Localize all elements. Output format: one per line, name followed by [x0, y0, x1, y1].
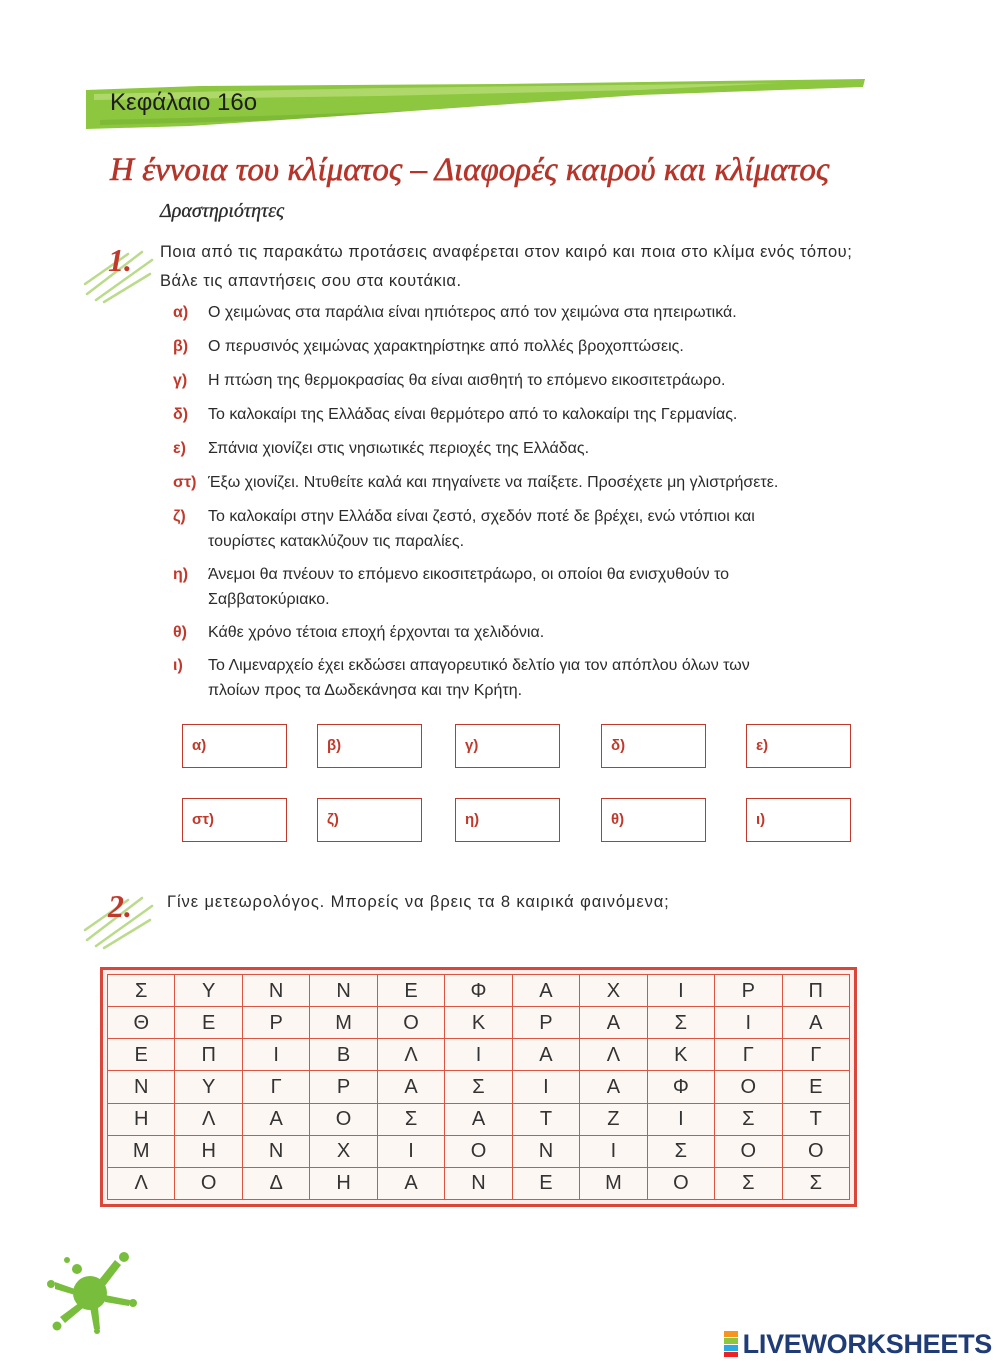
word-search-row [108, 1039, 850, 1071]
answer-box-gamma[interactable] [455, 724, 560, 768]
word-search-cell[interactable]: Γ [782, 1039, 849, 1071]
statement-text [208, 562, 729, 612]
word-search-cell[interactable]: Η [108, 1103, 175, 1135]
word-search-cell[interactable]: Χ [580, 975, 647, 1007]
word-search-cell[interactable]: Ι [715, 1007, 782, 1039]
statement-item-beta [173, 334, 684, 359]
word-search-cell[interactable]: Ζ [580, 1103, 647, 1135]
statement-text [208, 504, 755, 554]
word-search-cell[interactable]: Ο [377, 1007, 444, 1039]
statement-line: Ο περυσινός χειμώνας χαρακτηρίστηκε από πολλές βροχοπτώσεις. [208, 338, 684, 355]
word-search-row [108, 1007, 850, 1039]
word-search-cell[interactable]: Ρ [242, 1007, 309, 1039]
statement-text [208, 436, 589, 461]
logo-text: LIVEWORKSHEETS [742, 1329, 992, 1359]
word-search-cell[interactable]: Σ [377, 1103, 444, 1135]
liveworksheets-logo [722, 1329, 992, 1359]
word-search-cell[interactable]: Κ [647, 1039, 714, 1071]
word-search-cell[interactable]: Λ [108, 1167, 175, 1199]
answer-box-stigma[interactable] [182, 798, 287, 842]
statement-item-zeta [173, 504, 755, 554]
statement-text [208, 368, 725, 393]
word-search-cell[interactable]: Ν [445, 1167, 512, 1199]
word-search-cell[interactable]: Ε [175, 1007, 242, 1039]
statement-label: ζ) [173, 508, 186, 525]
word-search-cell[interactable]: Λ [377, 1039, 444, 1071]
answer-input-alpha[interactable] [221, 731, 281, 761]
word-search-cell[interactable]: Ο [715, 1071, 782, 1103]
word-search-cell[interactable]: Γ [715, 1039, 782, 1071]
statement-line: Το καλοκαίρι της Ελλάδας είναι θερμότερο από το καλοκαίρι της Γερμανίας. [208, 406, 738, 423]
prompt-line: Βάλε τις απαντήσεις σου στα κουτάκια. [160, 272, 462, 290]
statement-line: Κάθε χρόνο τέτοια εποχή έρχονται τα χελιδόνια. [208, 624, 545, 641]
word-search-row [108, 1071, 850, 1103]
word-search-cell[interactable]: Χ [310, 1135, 377, 1167]
answer-box-eta[interactable] [455, 798, 560, 842]
word-search-cell[interactable]: Ο [715, 1135, 782, 1167]
exercise-2-prompt: Γίνε μετεωρολόγος. Μπορείς να βρεις τα 8 καιρικά φαινόμενα; [167, 893, 670, 911]
answer-box-label: δ) [611, 737, 626, 754]
word-search-cell[interactable]: Ι [647, 975, 714, 1007]
statement-line: Το Λιμεναρχείο έχει εκδώσει απαγορευτικό δελτίο για τον απόπλου όλων των [208, 657, 750, 674]
word-search-cell[interactable]: Ε [512, 1167, 579, 1199]
word-search-cell[interactable]: Ν [512, 1135, 579, 1167]
word-search-cell[interactable]: Α [512, 975, 579, 1007]
statement-line: πλοίων προς τα Δωδεκάνησα και την Κρήτη. [208, 682, 523, 699]
answer-box-iota[interactable] [746, 798, 851, 842]
word-search-cell[interactable]: Α [782, 1007, 849, 1039]
statement-item-theta [173, 620, 544, 645]
statement-item-epsilon [173, 436, 589, 461]
logo-icon [722, 1330, 740, 1358]
word-search-cell[interactable]: Λ [580, 1039, 647, 1071]
statement-line: Σαββατοκύριακο. [208, 591, 330, 608]
exercise-1-prompt [160, 238, 852, 296]
statement-label: ι) [173, 657, 183, 674]
word-search-cell[interactable]: Ν [108, 1071, 175, 1103]
word-search-cell[interactable]: Ρ [715, 975, 782, 1007]
statement-item-iota [173, 653, 750, 703]
word-search-cell[interactable]: Κ [445, 1007, 512, 1039]
statement-line: Σπάνια χιονίζει στις νησιωτικές περιοχές της Ελλάδας. [208, 440, 590, 457]
word-search-cell[interactable]: Α [580, 1007, 647, 1039]
statement-item-stigma [173, 470, 778, 495]
word-search-table [107, 974, 850, 1200]
statement-item-delta [173, 402, 737, 427]
answer-input-eta[interactable] [494, 805, 554, 835]
statement-item-eta [173, 562, 729, 612]
statement-text [208, 334, 684, 359]
word-search-cell[interactable]: Η [310, 1167, 377, 1199]
word-search-cell[interactable]: Ρ [512, 1007, 579, 1039]
word-search-cell[interactable]: Σ [445, 1071, 512, 1103]
word-search-cell[interactable]: Σ [108, 975, 175, 1007]
word-search-cell[interactable]: Γ [242, 1071, 309, 1103]
word-search-cell[interactable]: Η [175, 1135, 242, 1167]
word-search-cell[interactable]: Ι [580, 1135, 647, 1167]
statement-label: στ) [173, 474, 197, 491]
answer-input-theta[interactable] [640, 805, 700, 835]
statement-text [208, 653, 750, 703]
word-search-cell[interactable]: Σ [715, 1167, 782, 1199]
answer-input-beta[interactable] [356, 731, 416, 761]
word-search-cell[interactable]: Υ [175, 975, 242, 1007]
answer-input-stigma[interactable] [221, 805, 281, 835]
statement-label: α) [173, 304, 189, 321]
word-search-cell[interactable]: Ε [108, 1039, 175, 1071]
exercise-number-2: 2. [108, 888, 132, 924]
word-search-cell[interactable]: Α [377, 1167, 444, 1199]
word-search-cell[interactable]: Ο [310, 1103, 377, 1135]
word-search-cell[interactable]: Σ [647, 1007, 714, 1039]
answer-box-beta[interactable] [317, 724, 422, 768]
word-search-cell[interactable]: Δ [242, 1167, 309, 1199]
page-title: Η έννοια του κλίματος – Διαφορές καιρού και κλίματος [110, 152, 830, 188]
word-search-cell[interactable]: Σ [715, 1103, 782, 1135]
answer-box-zeta[interactable] [317, 798, 422, 842]
word-search-cell[interactable]: Σ [782, 1167, 849, 1199]
word-search-cell[interactable]: Ι [242, 1039, 309, 1071]
answer-box-delta[interactable] [601, 724, 706, 768]
word-search-cell[interactable]: Α [242, 1103, 309, 1135]
answer-box-label: στ) [192, 811, 214, 828]
word-search-cell[interactable]: Μ [108, 1135, 175, 1167]
word-search-cell[interactable]: Ν [242, 1135, 309, 1167]
word-search-cell[interactable]: Ο [782, 1135, 849, 1167]
word-search-cell[interactable]: Τ [512, 1103, 579, 1135]
answer-input-gamma[interactable] [494, 731, 554, 761]
statement-line: Η πτώση της θερμοκρασίας θα είναι αισθητή το επόμενο εικοσιτετράωρο. [208, 372, 726, 389]
word-search-cell[interactable]: Α [377, 1071, 444, 1103]
statement-line: Έξω χιονίζει. Ντυθείτε καλά και πηγαίνετε να παίξετε. Προσέχετε μη γλιστρήσετε. [208, 474, 779, 491]
word-search-cell[interactable]: Π [175, 1039, 242, 1071]
word-search-cell[interactable]: Ι [647, 1103, 714, 1135]
answer-input-iota[interactable] [785, 805, 845, 835]
word-search-cell[interactable]: Ν [310, 975, 377, 1007]
green-splat-icon [45, 1245, 140, 1335]
statement-label: β) [173, 338, 189, 355]
word-search-cell[interactable]: Μ [580, 1167, 647, 1199]
statement-line: Το καλοκαίρι στην Ελλάδα είναι ζεστό, σχεδόν ποτέ δε βρέχει, ενώ ντόπιοι και [208, 508, 755, 525]
word-search-cell[interactable]: Α [445, 1103, 512, 1135]
word-search-cell[interactable]: Ε [782, 1071, 849, 1103]
answer-input-zeta[interactable] [356, 805, 416, 835]
answer-input-delta[interactable] [640, 731, 700, 761]
statement-line: Άνεμοι θα πνέουν το επόμενο εικοσιτετράωρο, οι οποίοι θα ενισχυθούν το [208, 566, 730, 583]
word-search-cell[interactable]: Α [580, 1071, 647, 1103]
word-search-cell[interactable]: Φ [445, 975, 512, 1007]
statement-label: δ) [173, 406, 189, 423]
statement-text [208, 402, 737, 427]
word-search-cell[interactable]: Λ [175, 1103, 242, 1135]
answer-box-label: η) [465, 811, 480, 828]
statement-label: θ) [173, 624, 187, 641]
statement-item-gamma [173, 368, 725, 393]
word-search-cell[interactable]: Ι [445, 1039, 512, 1071]
word-search-cell[interactable]: Ι [377, 1135, 444, 1167]
word-search-row [108, 1103, 850, 1135]
statement-label: η) [173, 566, 189, 583]
word-search-cell[interactable]: Π [782, 975, 849, 1007]
word-search-cell[interactable]: Ν [242, 975, 309, 1007]
word-search-cell[interactable]: Ο [647, 1167, 714, 1199]
statement-label: γ) [173, 372, 188, 389]
word-search-cell[interactable]: Ρ [310, 1071, 377, 1103]
statement-text [208, 470, 778, 495]
answer-box-label: ε) [756, 737, 769, 754]
word-search-cell[interactable]: Φ [647, 1071, 714, 1103]
word-search-cell[interactable]: Τ [782, 1103, 849, 1135]
answer-box-epsilon[interactable] [746, 724, 851, 768]
answer-box-label: ζ) [327, 811, 339, 828]
statement-line: τουρίστες κατακλύζουν τις παραλίες. [208, 533, 465, 550]
statement-label: ε) [173, 440, 186, 457]
word-search-cell[interactable]: Ο [445, 1135, 512, 1167]
chapter-label: Κεφάλαιο 16ο [110, 89, 258, 116]
word-search-cell[interactable]: Α [512, 1039, 579, 1071]
word-search-row [108, 1135, 850, 1167]
statement-item-alpha [173, 300, 737, 325]
word-search-cell[interactable]: Ι [512, 1071, 579, 1103]
word-search-cell[interactable]: Ε [377, 975, 444, 1007]
answer-box-label: γ) [465, 737, 479, 754]
word-search-cell[interactable]: Β [310, 1039, 377, 1071]
word-search-cell[interactable]: Σ [647, 1135, 714, 1167]
word-search-grid [100, 967, 857, 1207]
statement-text [208, 300, 737, 325]
answer-box-label: α) [192, 737, 207, 754]
prompt-line: Ποια από τις παρακάτω προτάσεις αναφέρεται στον καιρό και ποια στο κλίμα ενός τόπου; [160, 243, 853, 261]
answer-input-epsilon[interactable] [785, 731, 845, 761]
section-subtitle: Δραστηριότητες [160, 200, 285, 222]
statement-text [208, 620, 544, 645]
word-search-row [108, 1167, 850, 1199]
word-search-cell[interactable]: Υ [175, 1071, 242, 1103]
answer-box-theta[interactable] [601, 798, 706, 842]
word-search-cell[interactable]: Ο [175, 1167, 242, 1199]
word-search-body [108, 975, 850, 1200]
answer-box-label: β) [327, 737, 342, 754]
word-search-row [108, 975, 850, 1007]
answer-box-label: θ) [611, 811, 625, 828]
word-search-cell[interactable]: Μ [310, 1007, 377, 1039]
exercise-number-1: 1. [108, 242, 132, 278]
answer-box-alpha[interactable] [182, 724, 287, 768]
answer-box-label: ι) [756, 811, 766, 828]
word-search-cell[interactable]: Θ [108, 1007, 175, 1039]
statement-line: Ο χειμώνας στα παράλια είναι ηπιότερος από τον χειμώνα στα ηπειρωτικά. [208, 304, 737, 321]
